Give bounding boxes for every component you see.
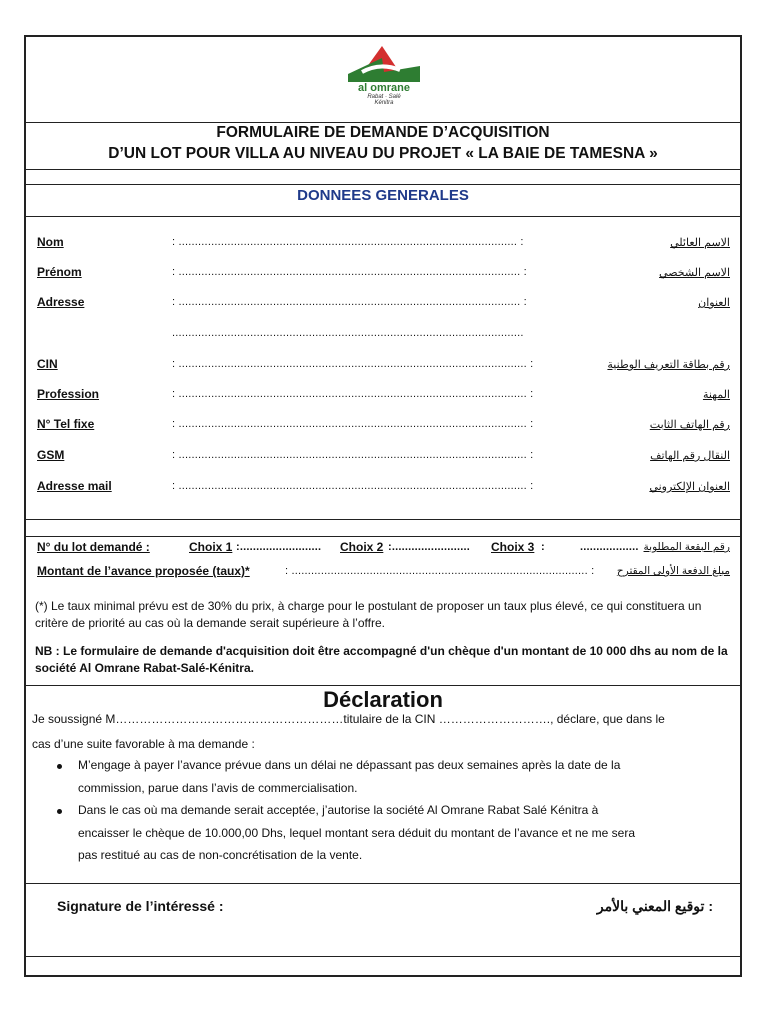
divider bbox=[24, 956, 742, 957]
avance-label: Montant de l’avance proposée (taux)* bbox=[37, 564, 250, 578]
divider bbox=[24, 169, 742, 170]
field-label-nom-ar: الاسم العائلي bbox=[670, 237, 730, 249]
avance-label-ar: مبلغ الدفعة الأولى المقترح bbox=[616, 565, 730, 577]
field-label-cin: CIN bbox=[37, 357, 58, 371]
avance-input[interactable]: : ........................................................................................... : bbox=[285, 565, 595, 577]
field-label-gsm-ar: النقال رقم الهاتف bbox=[650, 450, 730, 462]
signature-label: Signature de l’intéressé : bbox=[57, 898, 224, 914]
bullet1-line2: commission, parue dans l’avis de commercialisation. bbox=[78, 781, 358, 795]
lot-label-ar: رقم البقعة المطلوبة bbox=[643, 541, 730, 553]
field-label-tel-fixe-ar: رقم الهاتف الثابت bbox=[649, 419, 730, 431]
logo-brand: al omrane bbox=[358, 82, 410, 94]
divider bbox=[24, 536, 742, 537]
note-taux: (*) Le taux minimal prévu est de 30% du prix, à charge pour le postulant de proposer un taux plus élevé, ce qui constituera un critère de priorité au cas où la demande serait supérieure à l’offre. bbox=[35, 599, 702, 630]
field-input-cin[interactable]: : ........................................................................................................... : bbox=[172, 358, 534, 370]
field-input-gsm[interactable]: : ........................................................................................................... : bbox=[172, 449, 534, 461]
choix3-colon: : bbox=[541, 541, 545, 553]
divider bbox=[24, 883, 742, 884]
divider bbox=[24, 184, 742, 185]
choix3-input[interactable]: .................. bbox=[580, 541, 639, 553]
field-label-profession-ar: المهنة bbox=[702, 389, 730, 401]
bullet2-line3: pas restitué au cas de non-concrétisation de la vente. bbox=[78, 848, 363, 862]
field-label-adresse-mail: Adresse mail bbox=[37, 479, 112, 493]
field-input-profession[interactable]: : ........................................................................................................... : bbox=[172, 388, 534, 400]
field-label-prenom-ar: الاسم الشخصي bbox=[659, 267, 730, 279]
field-input-nom[interactable]: : ........................................................................................................ : bbox=[172, 236, 524, 248]
field-input-adresse-mail[interactable]: : ........................................................................................................... : bbox=[172, 480, 534, 492]
field-label-adresse-mail-ar: العنوان الإلكتروني bbox=[649, 481, 730, 493]
field-label-profession: Profession bbox=[37, 387, 100, 401]
field-label-adresse: Adresse bbox=[37, 295, 85, 309]
divider bbox=[24, 685, 742, 686]
form-title-line2: D’UN LOT POUR VILLA AU NIVEAU DU PROJET « LA BAIE DE TAMESNA » bbox=[108, 145, 658, 162]
choix2-input[interactable]: :........................ bbox=[388, 541, 471, 553]
field-label-prenom: Prénom bbox=[37, 265, 82, 279]
signature-area[interactable] bbox=[57, 916, 707, 952]
form-title-line1: FORMULAIRE DE DEMANDE D’ACQUISITION bbox=[216, 124, 550, 141]
field-label-gsm: GSM bbox=[37, 448, 65, 462]
choix3-label: Choix 3 bbox=[491, 540, 535, 554]
lot-label: N° du lot demandé : bbox=[37, 540, 150, 554]
field-input-prenom[interactable]: : ......................................................................................................... : bbox=[172, 266, 527, 278]
field-input-adresse[interactable]: : ......................................................................................................... : bbox=[172, 296, 527, 308]
field-label-nom: Nom bbox=[37, 235, 64, 249]
declaration-title: Déclaration bbox=[323, 687, 443, 712]
signature-label-ar: : توقيع المعني بالأمر bbox=[596, 898, 713, 914]
bullet1-line1: M’engage à payer l’avance prévue dans un délai ne dépassant pas deux semaines après la date de la bbox=[78, 758, 621, 772]
section-title-general: DONNEES GENERALES bbox=[297, 187, 469, 204]
bullet2-line1: Dans le cas où ma demande serait acceptée, j’autorise la société Al Omrane Rabat Salé Kénitra à bbox=[78, 803, 599, 817]
field-input-adresse-line2[interactable]: ............................................................................................................ bbox=[172, 327, 524, 339]
field-label-adresse-ar: العنوان bbox=[698, 297, 730, 309]
note-nb: NB : Le formulaire de demande d'acquisition doit être accompagné d'un chèque d'un montant de 10 000 dhs au nom de la société Al Omrane Rabat-Salé-Kénitra. bbox=[35, 644, 728, 675]
divider bbox=[24, 519, 742, 520]
bullet-icon bbox=[57, 809, 62, 814]
declaration-line2: cas d’une suite favorable à ma demande : bbox=[32, 737, 255, 751]
bullet-icon bbox=[57, 764, 62, 769]
logo bbox=[344, 44, 424, 106]
divider bbox=[24, 122, 742, 123]
logo-city: Kénitra bbox=[374, 100, 394, 106]
logo-tagline: Rabat · Salé bbox=[367, 94, 401, 100]
divider bbox=[24, 216, 742, 217]
bullet2-line2: encaisser le chèque de 10.000,00 Dhs, lequel montant sera déduit du montant de l’avance et ne me sera bbox=[78, 826, 636, 840]
choix1-label: Choix 1 bbox=[189, 540, 233, 554]
logo-mark-icon bbox=[344, 44, 424, 86]
field-label-tel-fixe: N° Tel fixe bbox=[37, 417, 95, 431]
choix1-input[interactable]: :......................... bbox=[236, 541, 322, 553]
field-label-cin-ar: رقم بطاقة التعريف الوطنية bbox=[607, 359, 730, 371]
declaration-line1: Je soussigné M…………………………………………………titulaire de la CIN ………………………., déclare, que dans le bbox=[32, 712, 665, 726]
choix2-label: Choix 2 bbox=[340, 540, 384, 554]
field-input-tel-fixe[interactable]: : ........................................................................................................... : bbox=[172, 418, 534, 430]
